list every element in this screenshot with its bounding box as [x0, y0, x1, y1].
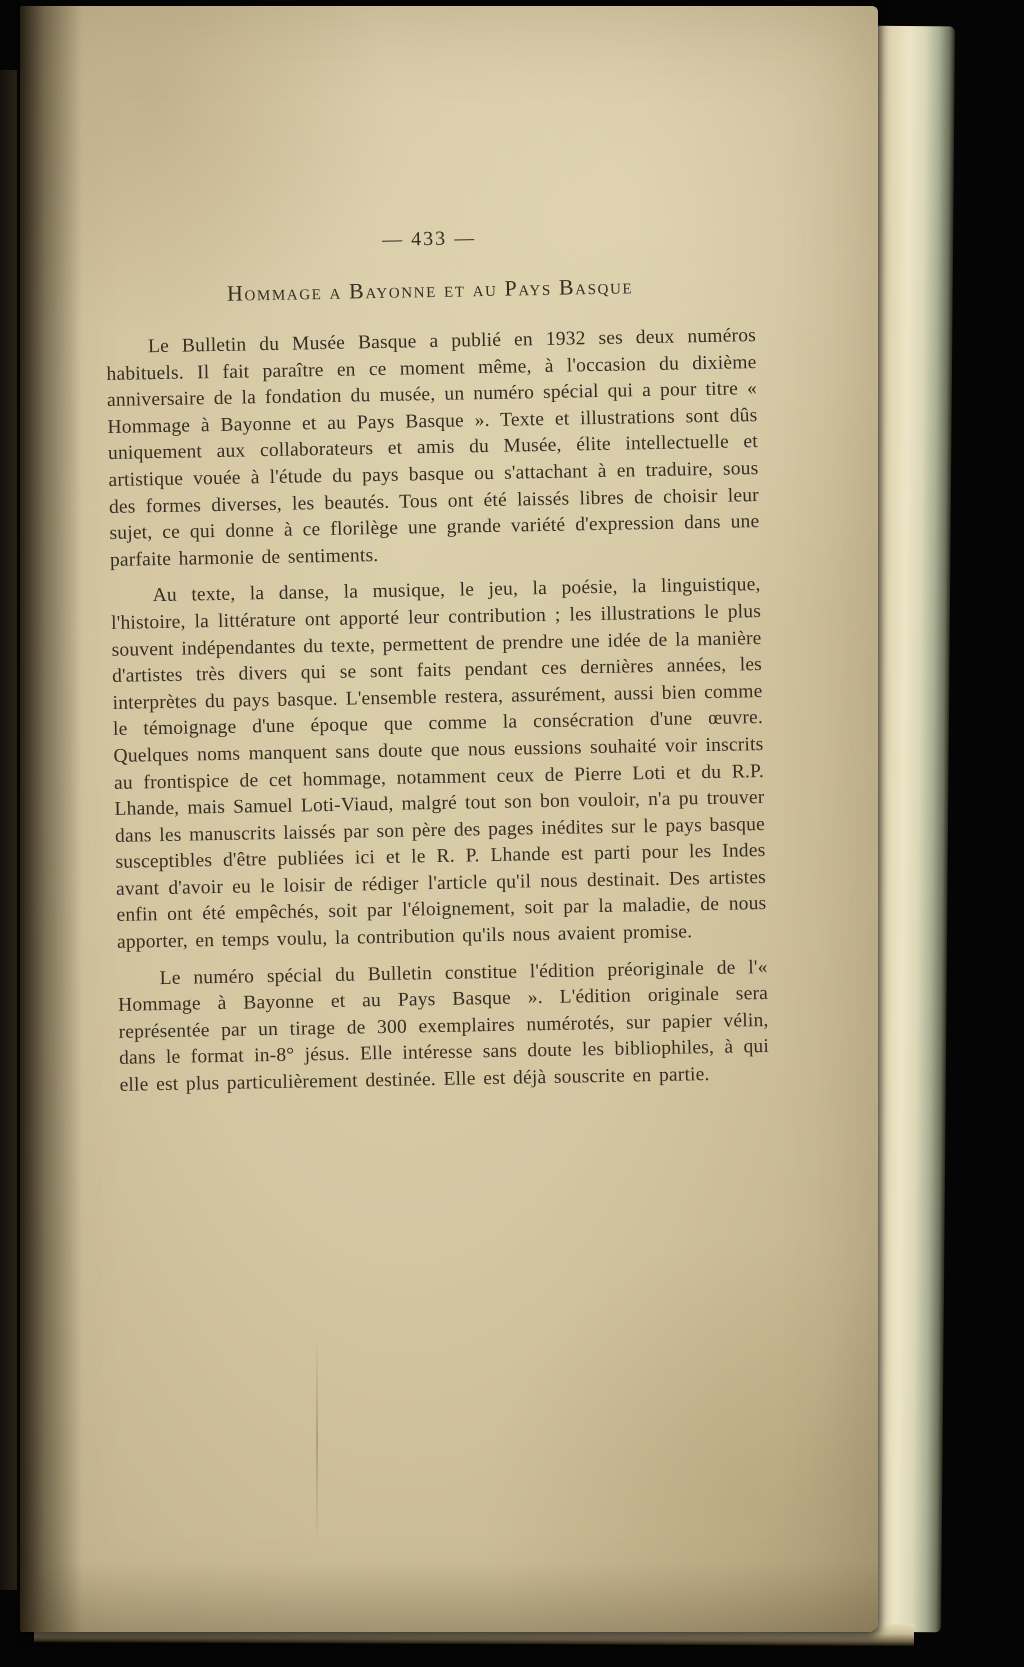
gutter-shadow	[20, 6, 82, 1632]
paper-crease	[316, 1336, 318, 1546]
paragraph-3: Le numéro spécial du Bulletin constitue l'édition préoriginale de l'« Hommage à Bayonne et au Pays Basque ». L'édition originale sera représentée par un tirage de 300 exemplaires numérotés, sur papier vélin, dans le format in-8° jésus. Elle intéresse sans doute les bibliophiles, à qui elle est plus particulièrement destinée. Elle est déjà souscrite en partie.	[117, 956, 770, 1096]
paragraph-1: Le Bulletin du Musée Basque a publié en 1932 ses deux numéros habituels. Il fait paraître en ce moment même, à l'occasion du dixième anniversaire de la fondation du musée, un numéro spécial qui a pour titre « Hommage à Bayonne et au Pays Basque ». Texte et illustrations sont dûs uniquement aux collaborateurs et amis du Musée, élite intellectuelle et artistique vouée à l'étude du pays basque ou s'attachant à en traduire, sous des formes diverses, les beautés. Tous ont été laissés libres de choisir leur sujet, ce qui donne à ce florilège une grande variété d'expression dans une parfaite harmonie de sentiments.	[106, 325, 760, 571]
page-heading: Hommage a Bayonne et au Pays Basque	[226, 273, 634, 306]
page-number: — 433 —	[381, 227, 477, 251]
bottom-shadow	[20, 1562, 878, 1632]
book-page	[20, 6, 878, 1632]
previous-page-sliver	[0, 70, 17, 1590]
page-content	[104, 222, 770, 1109]
paragraph-2: Au texte, la danse, la musique, le jeu, la poésie, la linguistique, l'histoire, la littérature ont apporté leur contribution ; les illustrations le plus souvent indépendantes du texte, permettent de prendre une idée de la manière d'artistes très divers qui se sont faits pendant ces dernières années, les interprètes du pays basque. L'ensemble restera, assurément, aussi bien comme le témoignage d'une époque que comme la consécration d'une œuvre. Quelques noms manquent sans doute que nous eussions souhaité voir inscrits au frontispice de cet hommage, notamment ceux de Pierre Loti et du R.P. Lhande, mais Samuel Loti-Viaud, malgré tout son bon vouloir, n'a pu trouver dans les manuscrits laissés par son père des pages inédites sur le pays basque susceptibles d'être publiées ici et le R. P. Lhande est parti pour les Indes avant d'avoir eu le loisir de rédiger l'article qu'il nous destinait. Des artistes enfin ont été empêchés, soit par l'éloignement, soit par la maladie, de nous apporter, en temps voulu, la contribution qu'ils nous avaient promise.	[110, 574, 767, 953]
